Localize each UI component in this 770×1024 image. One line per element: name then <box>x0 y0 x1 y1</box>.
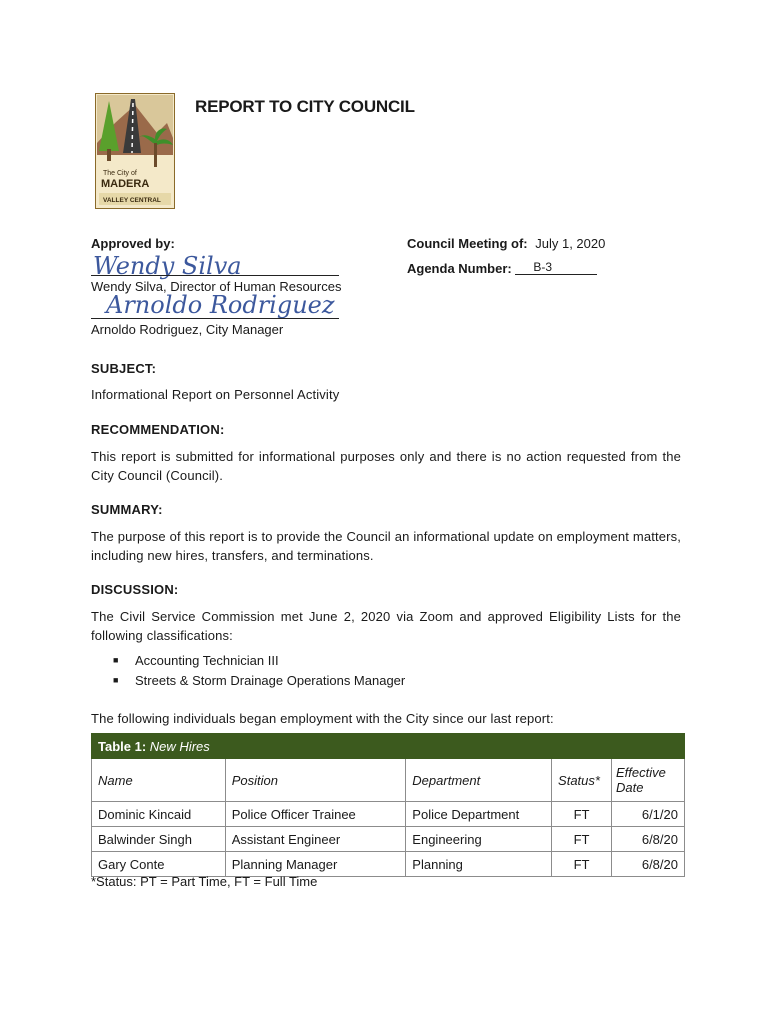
summary-heading: SUMMARY: <box>91 502 163 517</box>
agenda-number-label: Agenda Number: <box>407 261 512 276</box>
new-hires-table <box>91 733 685 877</box>
cell-effective-date: 6/1/20 <box>612 802 685 827</box>
signer2-caption: Arnoldo Rodriguez, City Manager <box>91 322 284 337</box>
approved-by-label: Approved by: <box>91 236 175 251</box>
column-header-effective-date: Effective Date <box>612 759 685 802</box>
list-item <box>113 673 405 688</box>
table-intro-text: The following individuals began employment with the City since our last report: <box>91 711 554 726</box>
cell-effective-date: 6/8/20 <box>612 827 685 852</box>
discussion-text: The Civil Service Commission met June 2, 2020 via Zoom and approved Eligibility Lists for the following classifications: <box>91 609 681 643</box>
bullet-icon: ■ <box>113 655 119 665</box>
table-row <box>92 802 685 827</box>
cell-department: Planning <box>406 852 552 877</box>
signature-line-2 <box>91 318 339 319</box>
signature-arnoldo-rodriguez: Arnoldo Rodriguez <box>106 291 335 319</box>
column-header-department: Department <box>406 759 552 802</box>
table-caption <box>92 734 685 759</box>
list-item-text: Accounting Technician III <box>135 653 279 668</box>
recommendation-heading: RECOMMENDATION: <box>91 422 225 437</box>
table-header-row <box>92 759 685 802</box>
cell-status: FT <box>552 802 612 827</box>
signature-wendy-silva: Wendy Silva <box>93 252 242 280</box>
table-row <box>92 827 685 852</box>
cell-position: Planning Manager <box>225 852 406 877</box>
table-footnote: *Status: PT = Part Time, FT = Full Time <box>91 874 318 889</box>
cell-effective-date: 6/8/20 <box>612 852 685 877</box>
table-caption-row <box>92 734 685 759</box>
list-item-text: Streets & Storm Drainage Operations Manager <box>135 673 406 688</box>
table-caption-label: Table 1: <box>98 738 147 754</box>
recommendation-text: This report is submitted for informational purposes only and there is no action requested from the City Council (Council). <box>91 449 681 483</box>
list-item <box>113 653 279 668</box>
agenda-number-row <box>407 260 597 276</box>
summary-text: The purpose of this report is to provide the Council an informational update on employment matters, including new hires, transfers, and terminations. <box>91 529 681 563</box>
subject-text: Informational Report on Personnel Activity <box>91 387 340 402</box>
signature-line-1 <box>91 275 339 276</box>
table-caption-title: New Hires <box>149 738 210 754</box>
cell-position: Police Officer Trainee <box>225 802 406 827</box>
column-header-status: Status* <box>552 759 612 802</box>
council-meeting-label: Council Meeting of: <box>407 236 528 251</box>
logo-line1: The City of <box>103 170 137 177</box>
column-header-name: Name <box>92 759 226 802</box>
council-meeting-date: July 1, 2020 <box>535 236 606 251</box>
signer1-caption: Wendy Silva, Director of Human Resources <box>91 279 342 294</box>
table-row <box>92 852 685 877</box>
cell-name: Balwinder Singh <box>92 827 226 852</box>
cell-department: Police Department <box>406 802 552 827</box>
cell-name: Gary Conte <box>92 852 226 877</box>
agenda-number-value: B-3 <box>515 260 597 275</box>
discussion-heading: DISCUSSION: <box>91 582 179 597</box>
bullet-icon: ■ <box>113 675 119 685</box>
cell-status: FT <box>552 827 612 852</box>
cell-name: Dominic Kincaid <box>92 802 226 827</box>
cell-department: Engineering <box>406 827 552 852</box>
subject-heading: SUBJECT: <box>91 361 157 376</box>
council-meeting-row <box>407 236 605 251</box>
column-header-position: Position <box>225 759 406 802</box>
logo-line3: VALLEY CENTRAL <box>103 197 161 204</box>
cell-status: FT <box>552 852 612 877</box>
city-of-madera-logo <box>95 93 175 209</box>
logo-line2: MADERA <box>101 178 150 190</box>
report-title: REPORT TO CITY COUNCIL <box>195 97 415 116</box>
cell-position: Assistant Engineer <box>225 827 406 852</box>
